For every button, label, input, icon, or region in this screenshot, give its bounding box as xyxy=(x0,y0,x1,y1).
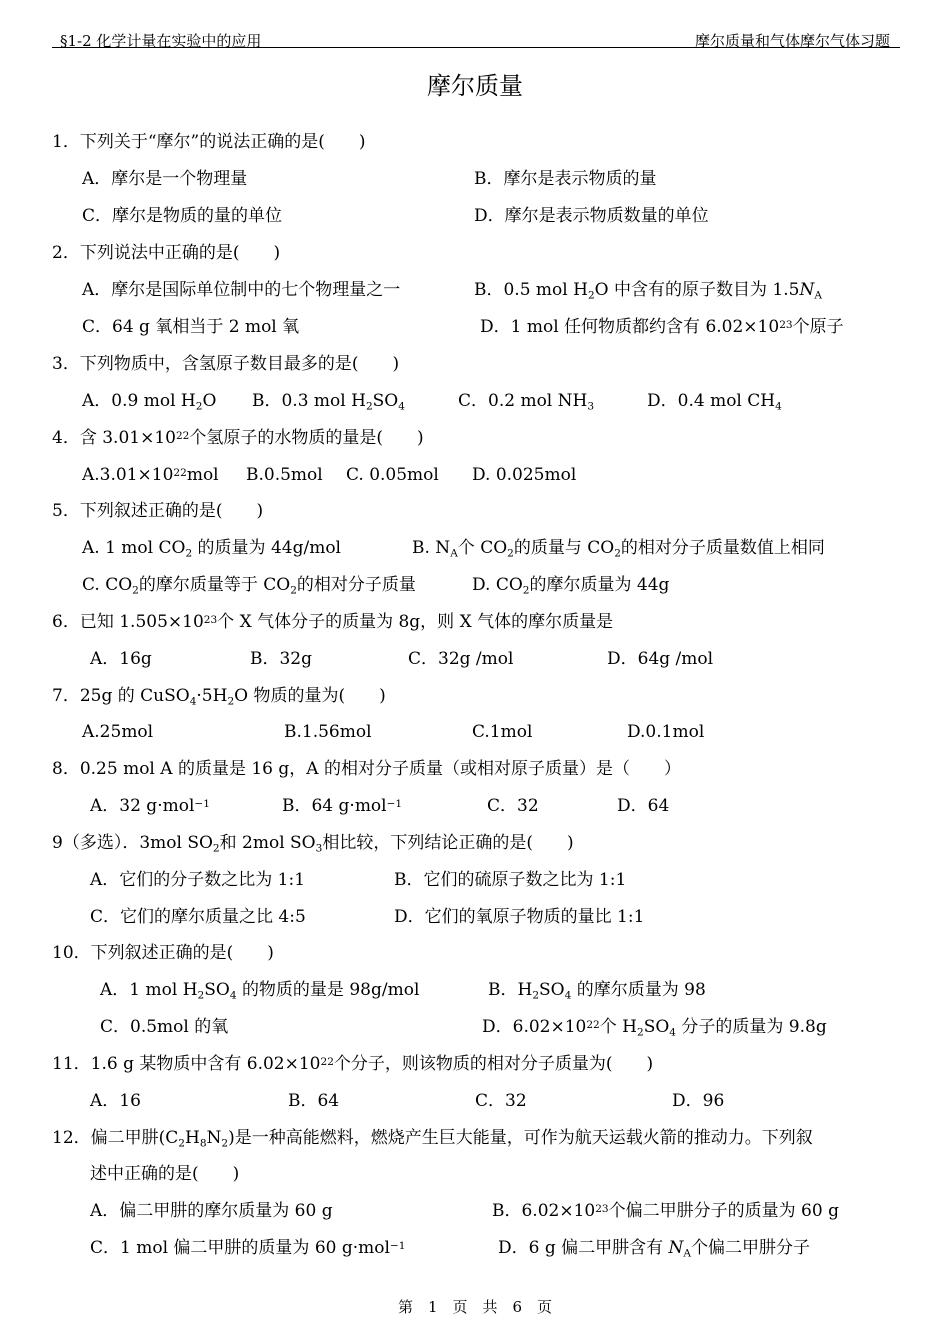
header-topic: 摩尔质量和气体摩尔气体习题 xyxy=(694,32,890,50)
q2-option-c: C．64 g 氧相当于 2 mol 氧 xyxy=(82,317,300,337)
q6-stem: 6．已知 $1.505\times 10^{23}$个 X 气体分子的质量为 8g，则 X 气体的摩尔质量是 xyxy=(52,612,614,632)
q9-option-b: B．它们的硫原子数之比为 1:1 xyxy=(394,870,627,890)
q1-option-d: D．摩尔是表示物质数量的单位 xyxy=(474,206,709,226)
q11-option-c: C．32 xyxy=(475,1091,527,1111)
q5-option-d: D. $CO_2$的摩尔质量为 44g xyxy=(472,575,670,597)
q12-option-d: D．6 g 偏二甲肼含有 $N_A$个偏二甲肼分子 xyxy=(498,1238,811,1260)
q8-option-a: A．32 g·mol$^{-1}$ xyxy=(90,796,210,816)
q5-option-b: B. $N_A$个 $CO_2$的质量与 $CO_2$的相对分子质量数值上相同 xyxy=(412,538,825,560)
q3-option-d: D．0.4 mol $CH_4$ xyxy=(647,391,782,413)
q1-option-c: C．摩尔是物质的量的单位 xyxy=(82,206,283,226)
q5-option-c: C. $CO_2$的摩尔质量等于 $CO_2$的相对分子质量 xyxy=(82,575,416,597)
q6-option-b: B．32g xyxy=(250,649,313,669)
q9-option-c: C．它们的摩尔质量之比 4:5 xyxy=(90,907,306,927)
q4-option-d: D. 0.025mol xyxy=(472,465,577,485)
q5-stem: 5．下列叙述正确的是( ) xyxy=(52,501,264,521)
q2-stem: 2．下列说法中正确的是( ) xyxy=(52,243,281,263)
q6-option-c: C．32g /mol xyxy=(408,649,514,669)
q6-option-d: D．64g /mol xyxy=(607,649,714,669)
q12-option-a: A．偏二甲肼的摩尔质量为 60 g xyxy=(90,1201,333,1221)
q2-option-b: B．0.5 mol $H_2O$ 中含有的原子数目为 $1.5N_A$ xyxy=(474,280,822,302)
q12-option-c: C．1 mol 偏二甲肼的质量为 60 g·mol$^{-1}$ xyxy=(90,1238,406,1258)
q4-option-b: B.0.5mol xyxy=(246,465,323,485)
q3-option-a: A．0.9 mol $H_2O$ xyxy=(82,391,217,413)
q4-option-c: C. 0.05mol xyxy=(346,465,439,485)
q11-option-b: B．64 xyxy=(288,1091,340,1111)
q4-option-a: $A.3.01\times 10^{22}mol$ xyxy=(82,465,219,485)
q10-option-a: A．1 mol $H_2SO_4$ 的物质的量是 98g/mol xyxy=(100,980,420,1002)
q2-option-a: A．摩尔是国际单位制中的七个物理量之一 xyxy=(82,280,401,300)
q8-stem: 8．0.25 mol A 的质量是 16 g，A 的相对分子质量（或相对原子质量）是（ ） xyxy=(52,759,681,779)
q10-option-b: B．$H_2SO_4$ 的摩尔质量为 98 xyxy=(488,980,706,1002)
header-chapter: §1-2 化学计量在实验中的应用 xyxy=(60,32,262,50)
header-rule xyxy=(52,47,900,48)
q11-option-d: D．96 xyxy=(672,1091,725,1111)
q10-option-d: D．$6.02\times 10^{22}$个 $H_2SO_4$ 分子的质量为 9.8g xyxy=(482,1017,827,1039)
q7-option-b: B.1.56mol xyxy=(284,722,372,742)
q12-stem-line2: 述中正确的是( ) xyxy=(90,1164,240,1184)
q11-option-a: A．16 xyxy=(90,1091,141,1111)
q3-stem: 3．下列物质中，含氢原子数目最多的是( ) xyxy=(52,354,400,374)
q5-option-a: A. 1 mol $CO_2$ 的质量为 44g/mol xyxy=(82,538,341,560)
q12-stem: 12．偏二甲肼$(C_2H_8N_2)$是一种高能燃料，燃烧产生巨大能量，可作为航天运载火箭的推动力。下列叙 xyxy=(52,1128,813,1150)
q8-option-c: C．32 xyxy=(487,796,539,816)
q4-stem: 4．含 $3.01\times 10^{22}$个氢原子的水物质的量是( ) xyxy=(52,428,424,448)
q10-option-c: C．0.5mol 的氧 xyxy=(100,1017,229,1037)
q1-option-b: B．摩尔是表示物质的量 xyxy=(474,169,657,189)
q9-option-a: A．它们的分子数之比为 1:1 xyxy=(90,870,306,890)
q12-option-b: B．$6.02\times 10^{23}$个偏二甲肼分子的质量为 60 g xyxy=(492,1201,839,1221)
q8-option-d: D．64 xyxy=(617,796,670,816)
q3-option-c: C．0.2 mol $NH_3$ xyxy=(458,391,595,413)
q9-stem: 9（多选）．3mol $SO_2$和 2mol $SO_3$相比较，下列结论正确的是( ) xyxy=(52,833,574,855)
q7-option-d: D.0.1mol xyxy=(627,722,705,742)
q2-option-d: D．1 mol 任何物质都约含有 $6.02\times 10^{23}$个原子 xyxy=(480,317,844,337)
q3-option-b: B．0.3 mol $H_2SO_4$ xyxy=(252,391,405,413)
q7-stem: 7．25g 的 $CuSO_4\cdot 5H_2O$ 物质的量为( ) xyxy=(52,686,386,708)
q1-stem: 1．下列关于“摩尔”的说法正确的是( ) xyxy=(52,132,366,152)
page-title: 摩尔质量 xyxy=(427,72,523,100)
q7-option-c: C.1mol xyxy=(472,722,533,742)
q7-option-a: A.25mol xyxy=(82,722,154,742)
page-footer: 第 1 页 共 6 页 xyxy=(397,1298,553,1316)
q11-stem: 11．1.6 g 某物质中含有 $6.02\times 10^{22}$个分子，则该物质的相对分子质量为( ) xyxy=(52,1054,654,1074)
q6-option-a: A．16g xyxy=(90,649,152,669)
q8-option-b: B．64 g·mol$^{-1}$ xyxy=(282,796,403,816)
q1-option-a: A．摩尔是一个物理量 xyxy=(82,169,248,189)
q10-stem: 10．下列叙述正确的是( ) xyxy=(52,943,274,963)
q9-option-d: D．它们的氧原子物质的量比 1:1 xyxy=(394,907,645,927)
